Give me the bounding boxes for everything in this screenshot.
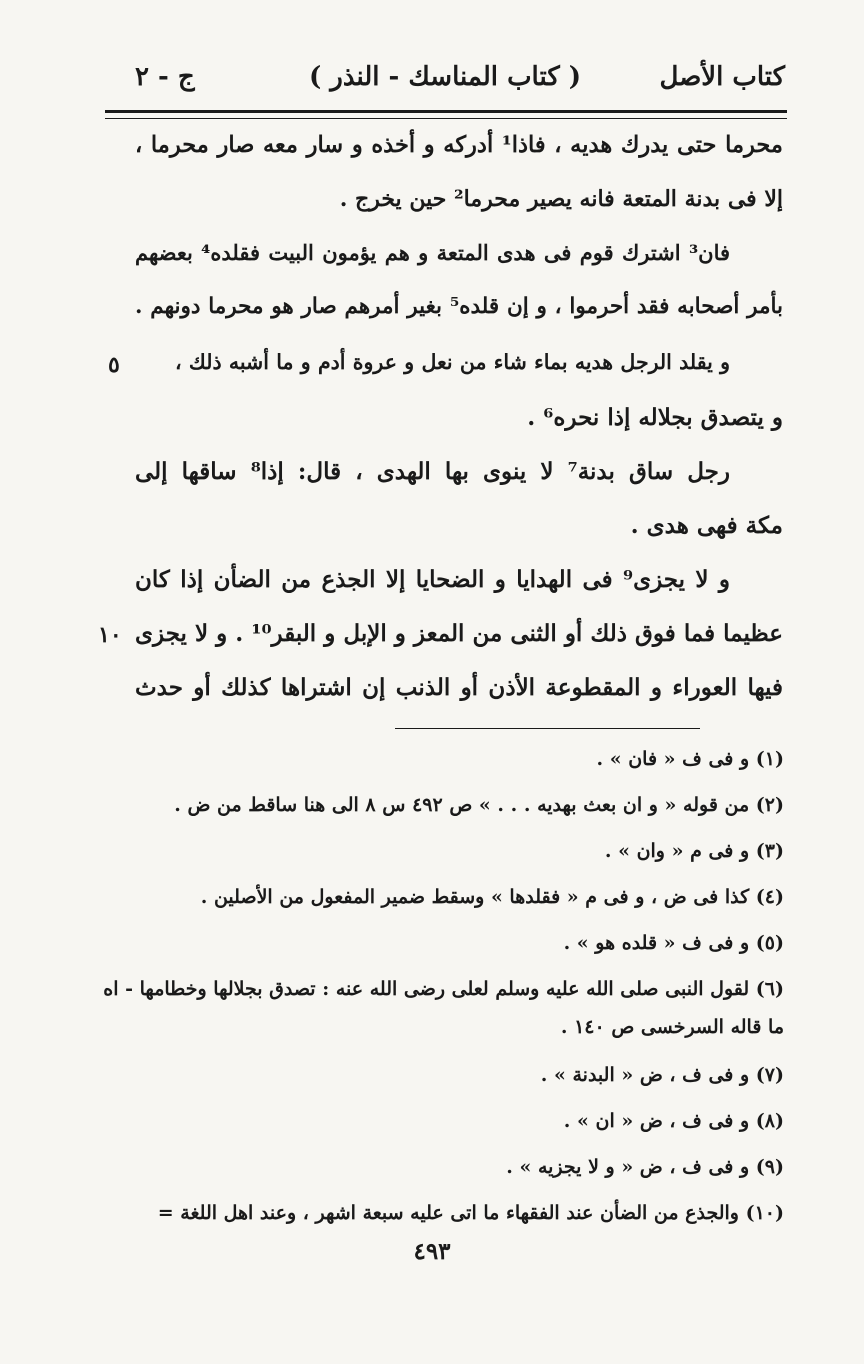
- body-line-5: و يقلد الرجل هديه بماء شاء من نعل و عروة أدم و ما أشبه ذلك ،: [175, 350, 730, 374]
- body-line-8: مكة فهى هدى .: [630, 512, 783, 539]
- footnote-separator: [395, 728, 700, 729]
- footnote-9: (٩) و فى ف ، ض « و لا يجزيه » .: [506, 1156, 784, 1178]
- header-rule-thin: [105, 118, 787, 119]
- body-line-9: و لا يجزى⁹ فى الهدايا و الضحايا إلا الجذع من الضأن إذا كان: [135, 566, 730, 593]
- footnote-6-continued: ما قاله السرخسى ص ١٤٠ .: [560, 1016, 784, 1038]
- body-line-4: بأمر أصحابه فقد أحرموا ، و إن قلده⁵ بغير أمرهم صار هو محرما دونهم .: [135, 294, 783, 319]
- footnote-8: (٨) و فى ف ، ض « ان » .: [563, 1110, 784, 1132]
- header-rule-thick: [105, 110, 787, 113]
- body-line-7: رجل ساق بدنة⁷ لا ينوى بها الهدى ، قال: إذا⁸ ساقها إلى: [135, 458, 730, 485]
- line-number-10: ١٠: [98, 622, 122, 648]
- body-line-3: فان³ اشترك قوم فى هدى المتعة و هم يؤمون البيت فقلده⁴ بعضهم: [135, 240, 730, 265]
- part-number: ج - ٢: [135, 62, 195, 92]
- running-header: [105, 52, 785, 102]
- footnote-1: (١) و فى ف « فان » .: [596, 748, 784, 770]
- section-title: ( كتاب المناسك - النذر ): [308, 62, 582, 92]
- footnote-3: (٣) و فى م « وان » .: [604, 840, 784, 862]
- body-line-6: و يتصدق بجلاله إذا نحره⁶ .: [527, 404, 783, 431]
- body-line-10: عظيما فما فوق ذلك أو الثنى من المعز و الإبل و البقر¹⁰ . و لا يجزى: [135, 620, 784, 647]
- footnote-7: (٧) و فى ف ، ض « البدنة » .: [540, 1064, 784, 1086]
- book-title: كتاب الأصل: [659, 62, 785, 92]
- footnote-4: (٤) كذا فى ض ، و فى م « فقلدها » وسقط ضمير المفعول من الأصلين .: [200, 886, 784, 908]
- footnote-5: (٥) و فى ف « قلده هو » .: [563, 932, 784, 954]
- body-line-2: إلا فى بدنة المتعة فانه يصير محرما² حين يخرج .: [339, 186, 783, 212]
- footnote-6: (٦) لقول النبى صلى الله عليه وسلم لعلى رضى الله عنه : تصدق بجلالها وخطامها - اه: [103, 978, 784, 1000]
- body-line-1: محرما حتى يدرك هديه ، فاذا¹ أدركه و أخذه و سار معه صار محرما ،: [135, 132, 783, 158]
- body-line-11: فيها العوراء و المقطوعة الأذن أو الذنب إن اشتراها كذلك أو حدث: [135, 674, 783, 701]
- footnote-2: (٢) من قوله « و ان بعث بهديه . . . » ص ٤٩٢ س ٨ الى هنا ساقط من ض .: [174, 794, 784, 816]
- line-number-5: ٥: [108, 352, 120, 378]
- page-number: ٤٩٣: [413, 1238, 451, 1265]
- footnote-10: (١٠) والجذع من الضأن عند الفقهاء ما اتى عليه سبعة اشهر ، وعند اهل اللغة =: [157, 1202, 784, 1224]
